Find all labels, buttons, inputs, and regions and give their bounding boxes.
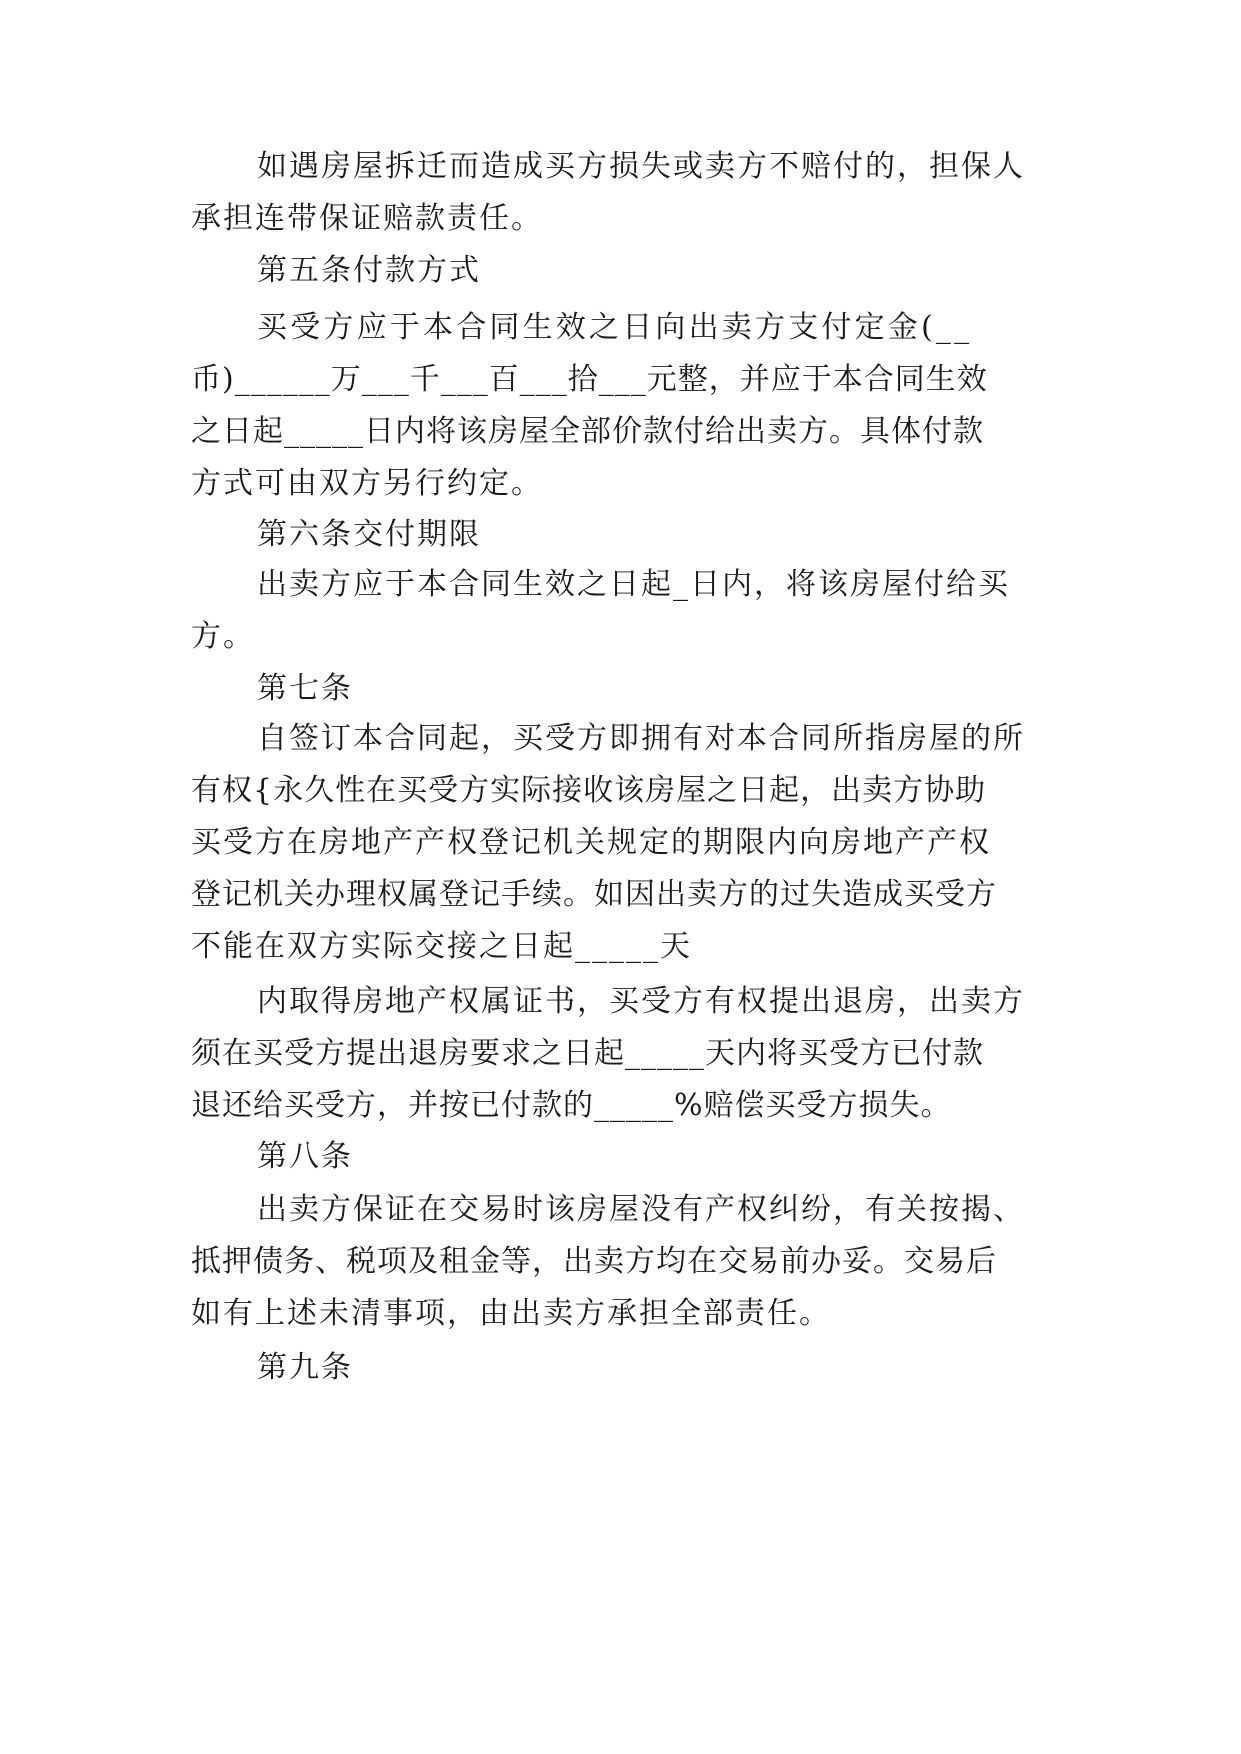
text-line: 不能在双方实际交接之日起_____天 [191,929,692,964]
text-line: 买受方在房地产产权登记机关规定的期限内向房地产产权 [191,825,991,860]
text-line: 有权{永久性在买受方实际接收该房屋之日起，出卖方协助 [191,773,987,808]
section-heading: 第八条 [257,1139,353,1174]
text-line: 自签订本合同起，买受方即拥有对本合同所指房屋的所 [257,721,1025,756]
text-line: 登记机关办理权属登记手续。如因出卖方的过失造成买受方 [191,877,997,912]
text-line: 如有上述未清事项，由出卖方承担全部责任。 [191,1296,831,1331]
section-heading: 第九条 [257,1350,353,1385]
text-line: 抵押债务、税项及租金等，出卖方均在交易前办妥。交易后 [191,1244,997,1279]
text-line: 退还给买受方，并按已付款的_____%赔偿买受方损失。 [191,1088,952,1123]
text-line: 方式可由双方另行约定。 [191,466,543,501]
section-heading: 第七条 [257,671,353,706]
text-line: 买受方应于本合同生效之日向出卖方支付定金(__ [257,310,973,345]
text-line: 如遇房屋拆迁而造成买方损失或卖方不赔付的，担保人 [257,149,1025,184]
text-line: 币)______万___千___百___拾___元整，并应于本合同生效 [191,362,988,397]
text-line: 承担连带保证赔款责任。 [191,201,543,236]
text-line: 出卖方应于本合同生效之日起_日内，将该房屋付给买 [257,567,1010,602]
text-line: 出卖方保证在交易时该房屋没有产权纠纷，有关按揭、 [257,1192,1025,1227]
text-line: 内取得房地产权属证书，买受方有权提出退房，出卖方 [257,984,1025,1019]
section-heading: 第六条交付期限 [257,517,481,552]
text-line: 须在买受方提出退房要求之日起_____天内将买受方已付款 [191,1036,984,1071]
text-line: 方。 [191,619,255,654]
section-heading: 第五条付款方式 [257,253,481,288]
text-line: 之日起_____日内将该房屋全部价款付给出卖方。具体付款 [191,414,984,449]
